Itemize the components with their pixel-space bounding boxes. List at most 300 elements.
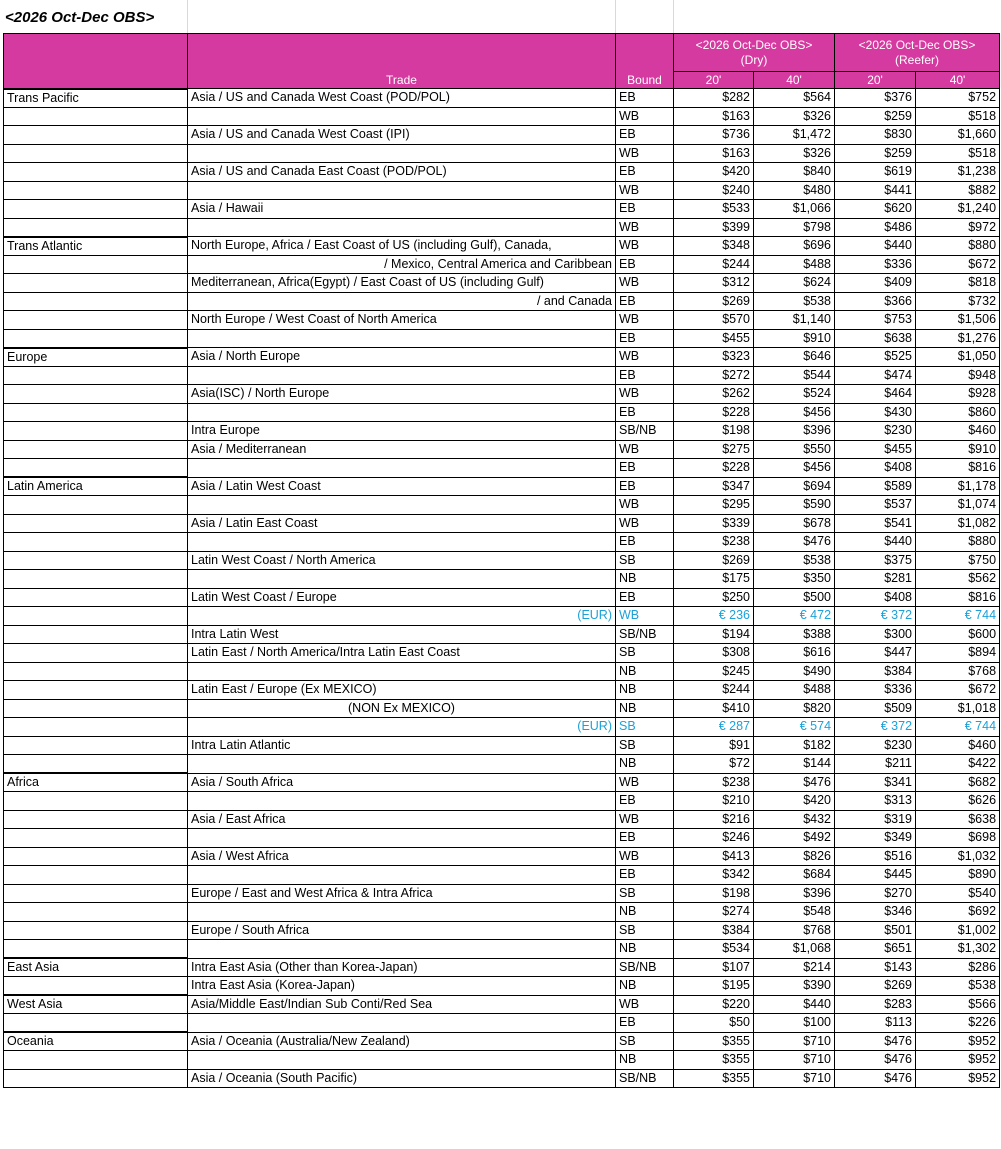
table-row xyxy=(4,570,1000,589)
reefer-40-rate: $928 xyxy=(916,385,1000,404)
trade-cell xyxy=(188,366,616,385)
dry-20-rate: $339 xyxy=(674,514,754,533)
trade-cell xyxy=(188,829,616,848)
header-reefer-40: 40' xyxy=(916,72,1000,89)
dry-40-rate: $492 xyxy=(754,829,835,848)
header-reefer-title: <2026 Oct-Dec OBS> xyxy=(858,37,976,52)
reefer-40-rate: $1,050 xyxy=(916,348,1000,367)
dry-40-rate: $396 xyxy=(754,884,835,903)
region-cell xyxy=(4,940,188,959)
header-dry-title: <2026 Oct-Dec OBS> xyxy=(695,37,813,52)
bound-cell: WB xyxy=(616,810,674,829)
dry-40-rate: $590 xyxy=(754,496,835,515)
dry-20-rate: $245 xyxy=(674,662,754,681)
trade-cell: North Europe / West Coast of North America xyxy=(188,311,616,330)
trade-cell: (EUR) xyxy=(188,607,616,626)
trade-cell xyxy=(188,496,616,515)
trade-cell xyxy=(188,755,616,774)
grid-line xyxy=(187,0,188,33)
reefer-20-rate: $230 xyxy=(835,422,916,441)
region-cell xyxy=(4,274,188,293)
reefer-40-rate: $638 xyxy=(916,810,1000,829)
table-row xyxy=(4,274,1000,293)
reefer-20-rate: $464 xyxy=(835,385,916,404)
table-row xyxy=(4,810,1000,829)
dry-20-rate: $216 xyxy=(674,810,754,829)
region-cell xyxy=(4,847,188,866)
dry-20-rate: $282 xyxy=(674,89,754,108)
dry-20-rate: $238 xyxy=(674,533,754,552)
trade-cell: Asia(ISC) / North Europe xyxy=(188,385,616,404)
dry-40-rate: $1,140 xyxy=(754,311,835,330)
dry-20-rate: € 236 xyxy=(674,607,754,626)
region-cell xyxy=(4,1051,188,1070)
reefer-20-rate: $753 xyxy=(835,311,916,330)
bound-cell: SB xyxy=(616,921,674,940)
trade-cell: (EUR) xyxy=(188,718,616,737)
reefer-20-rate: $336 xyxy=(835,255,916,274)
reefer-20-rate: $336 xyxy=(835,681,916,700)
header-reefer-20: 20' xyxy=(835,72,916,89)
region-cell xyxy=(4,459,188,478)
bound-cell: WB xyxy=(616,181,674,200)
dry-20-rate: $244 xyxy=(674,255,754,274)
region-cell xyxy=(4,699,188,718)
dry-40-rate: € 574 xyxy=(754,718,835,737)
bound-cell: WB xyxy=(616,607,674,626)
bound-cell: NB xyxy=(616,1051,674,1070)
table-row xyxy=(4,921,1000,940)
dry-40-rate: $646 xyxy=(754,348,835,367)
region-cell xyxy=(4,440,188,459)
dry-40-rate: $696 xyxy=(754,237,835,256)
dry-20-rate: $275 xyxy=(674,440,754,459)
bound-cell: NB xyxy=(616,940,674,959)
table-row xyxy=(4,496,1000,515)
trade-cell xyxy=(188,570,616,589)
table-row xyxy=(4,1051,1000,1070)
reefer-40-rate: $1,002 xyxy=(916,921,1000,940)
dry-40-rate: $456 xyxy=(754,403,835,422)
bound-cell: WB xyxy=(616,144,674,163)
table-row xyxy=(4,792,1000,811)
region-cell xyxy=(4,644,188,663)
reefer-20-rate: $375 xyxy=(835,551,916,570)
dry-20-rate: $295 xyxy=(674,496,754,515)
region-cell xyxy=(4,903,188,922)
dry-20-rate: € 287 xyxy=(674,718,754,737)
table-row xyxy=(4,477,1000,496)
reefer-20-rate: $409 xyxy=(835,274,916,293)
dry-40-rate: $1,068 xyxy=(754,940,835,959)
dry-40-rate: $538 xyxy=(754,292,835,311)
dry-40-rate: $768 xyxy=(754,921,835,940)
reefer-20-rate: $440 xyxy=(835,533,916,552)
trade-cell xyxy=(188,144,616,163)
region-cell xyxy=(4,144,188,163)
bound-cell: WB xyxy=(616,440,674,459)
reefer-20-rate: $230 xyxy=(835,736,916,755)
trade-cell: Asia / Oceania (Australia/New Zealand) xyxy=(188,1032,616,1051)
region-cell xyxy=(4,662,188,681)
bound-cell: EB xyxy=(616,533,674,552)
bound-cell: SB/NB xyxy=(616,625,674,644)
trade-cell: Intra Latin West xyxy=(188,625,616,644)
dry-20-rate: $308 xyxy=(674,644,754,663)
dry-40-rate: $910 xyxy=(754,329,835,348)
region-cell xyxy=(4,181,188,200)
reefer-40-rate: $750 xyxy=(916,551,1000,570)
dry-20-rate: $198 xyxy=(674,884,754,903)
region-cell xyxy=(4,496,188,515)
table-row xyxy=(4,107,1000,126)
region-cell xyxy=(4,126,188,145)
reefer-20-rate: € 372 xyxy=(835,718,916,737)
bound-cell: WB xyxy=(616,773,674,792)
reefer-20-rate: $619 xyxy=(835,163,916,182)
dry-20-rate: $194 xyxy=(674,625,754,644)
header-trade-label: Trade xyxy=(386,73,417,87)
dry-20-rate: $220 xyxy=(674,995,754,1014)
dry-40-rate: $480 xyxy=(754,181,835,200)
reefer-40-rate: $1,302 xyxy=(916,940,1000,959)
dry-40-rate: $390 xyxy=(754,977,835,996)
region-cell xyxy=(4,311,188,330)
dry-20-rate: $455 xyxy=(674,329,754,348)
reefer-20-rate: $366 xyxy=(835,292,916,311)
dry-20-rate: $312 xyxy=(674,274,754,293)
dry-40-rate: $488 xyxy=(754,255,835,274)
dry-20-rate: $570 xyxy=(674,311,754,330)
dry-20-rate: $198 xyxy=(674,422,754,441)
trade-cell xyxy=(188,181,616,200)
reefer-20-rate: $211 xyxy=(835,755,916,774)
reefer-20-rate: $516 xyxy=(835,847,916,866)
dry-40-rate: $350 xyxy=(754,570,835,589)
dry-20-rate: $163 xyxy=(674,144,754,163)
reefer-40-rate: $880 xyxy=(916,237,1000,256)
trade-cell xyxy=(188,866,616,885)
region-cell: Trans Atlantic xyxy=(4,237,188,256)
reefer-40-rate: $882 xyxy=(916,181,1000,200)
reefer-20-rate: $651 xyxy=(835,940,916,959)
trade-cell xyxy=(188,662,616,681)
bound-cell: NB xyxy=(616,977,674,996)
region-cell xyxy=(4,607,188,626)
table-row xyxy=(4,866,1000,885)
bound-cell: WB xyxy=(616,995,674,1014)
region-cell xyxy=(4,625,188,644)
dry-20-rate: $107 xyxy=(674,958,754,977)
table-row xyxy=(4,829,1000,848)
trade-cell: Asia / Oceania (South Pacific) xyxy=(188,1069,616,1088)
region-cell xyxy=(4,218,188,237)
region-cell: Latin America xyxy=(4,477,188,496)
dry-20-rate: $413 xyxy=(674,847,754,866)
region-cell xyxy=(4,736,188,755)
region-cell xyxy=(4,514,188,533)
dry-20-rate: $246 xyxy=(674,829,754,848)
reefer-20-rate: $441 xyxy=(835,181,916,200)
header-dry-subtitle: (Dry) xyxy=(740,52,768,67)
bound-cell: WB xyxy=(616,385,674,404)
reefer-20-rate: $455 xyxy=(835,440,916,459)
dry-40-rate: $684 xyxy=(754,866,835,885)
reefer-20-rate: $501 xyxy=(835,921,916,940)
bound-cell: SB xyxy=(616,551,674,570)
grid-line xyxy=(673,0,674,33)
dry-40-rate: $326 xyxy=(754,144,835,163)
table-row xyxy=(4,718,1000,737)
reefer-40-rate: $698 xyxy=(916,829,1000,848)
trade-cell xyxy=(188,329,616,348)
region-cell xyxy=(4,255,188,274)
dry-40-rate: $538 xyxy=(754,551,835,570)
dry-20-rate: $91 xyxy=(674,736,754,755)
dry-40-rate: $798 xyxy=(754,218,835,237)
trade-cell xyxy=(188,940,616,959)
region-cell xyxy=(4,681,188,700)
region-cell xyxy=(4,533,188,552)
reefer-40-rate: $672 xyxy=(916,681,1000,700)
reefer-20-rate: $319 xyxy=(835,810,916,829)
table-row xyxy=(4,163,1000,182)
reefer-40-rate: $1,276 xyxy=(916,329,1000,348)
reefer-40-rate: $1,506 xyxy=(916,311,1000,330)
reefer-40-rate: $682 xyxy=(916,773,1000,792)
table-row xyxy=(4,1032,1000,1051)
region-cell xyxy=(4,718,188,737)
reefer-20-rate: $283 xyxy=(835,995,916,1014)
dry-40-rate: $488 xyxy=(754,681,835,700)
dry-40-rate: $544 xyxy=(754,366,835,385)
dry-20-rate: $384 xyxy=(674,921,754,940)
bound-cell: EB xyxy=(616,329,674,348)
sheet-title: <2026 Oct-Dec OBS> xyxy=(5,9,155,26)
trade-cell: Intra Europe xyxy=(188,422,616,441)
region-cell xyxy=(4,385,188,404)
dry-40-rate: $214 xyxy=(754,958,835,977)
reefer-20-rate: $341 xyxy=(835,773,916,792)
table-row xyxy=(4,422,1000,441)
table-row xyxy=(4,181,1000,200)
bound-cell: SB xyxy=(616,644,674,663)
dry-20-rate: $195 xyxy=(674,977,754,996)
dry-20-rate: $348 xyxy=(674,237,754,256)
bound-cell: EB xyxy=(616,588,674,607)
dry-40-rate: $550 xyxy=(754,440,835,459)
region-cell xyxy=(4,755,188,774)
sheet-title-row xyxy=(0,0,1001,33)
dry-40-rate: $820 xyxy=(754,699,835,718)
dry-20-rate: $420 xyxy=(674,163,754,182)
bound-cell: EB xyxy=(616,292,674,311)
header-dry-group xyxy=(674,34,835,72)
table-row xyxy=(4,681,1000,700)
bound-cell: NB xyxy=(616,755,674,774)
trade-cell: Latin West Coast / North America xyxy=(188,551,616,570)
reefer-40-rate: $952 xyxy=(916,1032,1000,1051)
bound-cell: SB xyxy=(616,884,674,903)
table-row xyxy=(4,699,1000,718)
bound-cell: EB xyxy=(616,255,674,274)
bound-cell: EB xyxy=(616,477,674,496)
dry-20-rate: $175 xyxy=(674,570,754,589)
bound-cell: SB/NB xyxy=(616,422,674,441)
table-row xyxy=(4,366,1000,385)
trade-cell: Intra East Asia (Korea-Japan) xyxy=(188,977,616,996)
dry-20-rate: $533 xyxy=(674,200,754,219)
trade-cell xyxy=(188,792,616,811)
region-cell xyxy=(4,866,188,885)
bound-cell: WB xyxy=(616,274,674,293)
table-row xyxy=(4,662,1000,681)
region-cell xyxy=(4,1069,188,1088)
table-row xyxy=(4,403,1000,422)
reefer-20-rate: $349 xyxy=(835,829,916,848)
table-row xyxy=(4,884,1000,903)
dry-20-rate: $250 xyxy=(674,588,754,607)
dry-20-rate: $355 xyxy=(674,1032,754,1051)
bound-cell: SB/NB xyxy=(616,1069,674,1088)
reefer-20-rate: $525 xyxy=(835,348,916,367)
reefer-40-rate: $562 xyxy=(916,570,1000,589)
reefer-40-rate: $1,032 xyxy=(916,847,1000,866)
dry-40-rate: $616 xyxy=(754,644,835,663)
dry-40-rate: $826 xyxy=(754,847,835,866)
table-row xyxy=(4,255,1000,274)
dry-40-rate: $490 xyxy=(754,662,835,681)
reefer-40-rate: $672 xyxy=(916,255,1000,274)
table-row xyxy=(4,958,1000,977)
trade-cell xyxy=(188,403,616,422)
dry-40-rate: $564 xyxy=(754,89,835,108)
trade-cell: Intra East Asia (Other than Korea-Japan) xyxy=(188,958,616,977)
reefer-40-rate: $952 xyxy=(916,1051,1000,1070)
reefer-20-rate: $269 xyxy=(835,977,916,996)
dry-40-rate: $388 xyxy=(754,625,835,644)
dry-40-rate: $624 xyxy=(754,274,835,293)
bound-cell: SB xyxy=(616,736,674,755)
trade-cell: Asia / Mediterranean xyxy=(188,440,616,459)
table-row xyxy=(4,144,1000,163)
region-cell: Trans Pacific xyxy=(4,89,188,108)
dry-40-rate: $678 xyxy=(754,514,835,533)
dry-20-rate: $323 xyxy=(674,348,754,367)
table-row xyxy=(4,126,1000,145)
reefer-40-rate: $518 xyxy=(916,107,1000,126)
grid-line xyxy=(615,0,616,33)
reefer-20-rate: $300 xyxy=(835,625,916,644)
dry-40-rate: $396 xyxy=(754,422,835,441)
region-cell xyxy=(4,1014,188,1033)
table-row xyxy=(4,847,1000,866)
reefer-20-rate: $376 xyxy=(835,89,916,108)
dry-40-rate: $432 xyxy=(754,810,835,829)
reefer-40-rate: $1,660 xyxy=(916,126,1000,145)
reefer-20-rate: $537 xyxy=(835,496,916,515)
reefer-20-rate: $445 xyxy=(835,866,916,885)
reefer-40-rate: $540 xyxy=(916,884,1000,903)
region-cell xyxy=(4,422,188,441)
header-region xyxy=(4,34,188,89)
reefer-20-rate: $408 xyxy=(835,459,916,478)
trade-cell: Asia / US and Canada East Coast (POD/POL) xyxy=(188,163,616,182)
table-row xyxy=(4,903,1000,922)
reefer-20-rate: $259 xyxy=(835,107,916,126)
bound-cell: WB xyxy=(616,218,674,237)
trade-cell: Asia / Latin East Coast xyxy=(188,514,616,533)
dry-20-rate: $410 xyxy=(674,699,754,718)
dry-40-rate: $1,066 xyxy=(754,200,835,219)
dry-20-rate: $534 xyxy=(674,940,754,959)
table-row xyxy=(4,1069,1000,1088)
dry-20-rate: $238 xyxy=(674,773,754,792)
dry-20-rate: $72 xyxy=(674,755,754,774)
bound-cell: EB xyxy=(616,126,674,145)
dry-20-rate: $342 xyxy=(674,866,754,885)
rates-table xyxy=(3,33,1000,1088)
bound-cell: EB xyxy=(616,163,674,182)
dry-20-rate: $269 xyxy=(674,551,754,570)
trade-cell: Latin East / Europe (Ex MEXICO) xyxy=(188,681,616,700)
dry-20-rate: $399 xyxy=(674,218,754,237)
dry-40-rate: $548 xyxy=(754,903,835,922)
header-bound xyxy=(616,34,674,89)
table-row xyxy=(4,940,1000,959)
region-cell xyxy=(4,200,188,219)
reefer-40-rate: $518 xyxy=(916,144,1000,163)
header-dry-20: 20' xyxy=(674,72,754,89)
bound-cell: NB xyxy=(616,570,674,589)
region-cell: Oceania xyxy=(4,1032,188,1051)
table-row xyxy=(4,459,1000,478)
reefer-40-rate: $732 xyxy=(916,292,1000,311)
dry-20-rate: $274 xyxy=(674,903,754,922)
reefer-20-rate: $476 xyxy=(835,1069,916,1088)
trade-cell: Asia / West Africa xyxy=(188,847,616,866)
region-cell xyxy=(4,292,188,311)
reefer-20-rate: $384 xyxy=(835,662,916,681)
trade-cell: Intra Latin Atlantic xyxy=(188,736,616,755)
reefer-20-rate: $408 xyxy=(835,588,916,607)
reefer-20-rate: $430 xyxy=(835,403,916,422)
region-cell xyxy=(4,829,188,848)
dry-40-rate: $710 xyxy=(754,1069,835,1088)
dry-40-rate: $440 xyxy=(754,995,835,1014)
trade-cell xyxy=(188,533,616,552)
trade-cell: Asia / US and Canada West Coast (POD/POL) xyxy=(188,89,616,108)
trade-cell: Latin East / North America/Intra Latin East Coast xyxy=(188,644,616,663)
reefer-40-rate: $600 xyxy=(916,625,1000,644)
trade-cell xyxy=(188,1051,616,1070)
table-row xyxy=(4,292,1000,311)
reefer-40-rate: € 744 xyxy=(916,607,1000,626)
header-reefer-subtitle: (Reefer) xyxy=(895,52,940,67)
table-row xyxy=(4,736,1000,755)
dry-40-rate: $100 xyxy=(754,1014,835,1033)
reefer-40-rate: $972 xyxy=(916,218,1000,237)
reefer-20-rate: $476 xyxy=(835,1032,916,1051)
reefer-40-rate: $1,178 xyxy=(916,477,1000,496)
region-cell xyxy=(4,551,188,570)
table-row xyxy=(4,348,1000,367)
region-cell xyxy=(4,588,188,607)
region-cell xyxy=(4,329,188,348)
trade-cell: Latin West Coast / Europe xyxy=(188,588,616,607)
header-trade xyxy=(188,34,616,89)
trade-cell xyxy=(188,218,616,237)
